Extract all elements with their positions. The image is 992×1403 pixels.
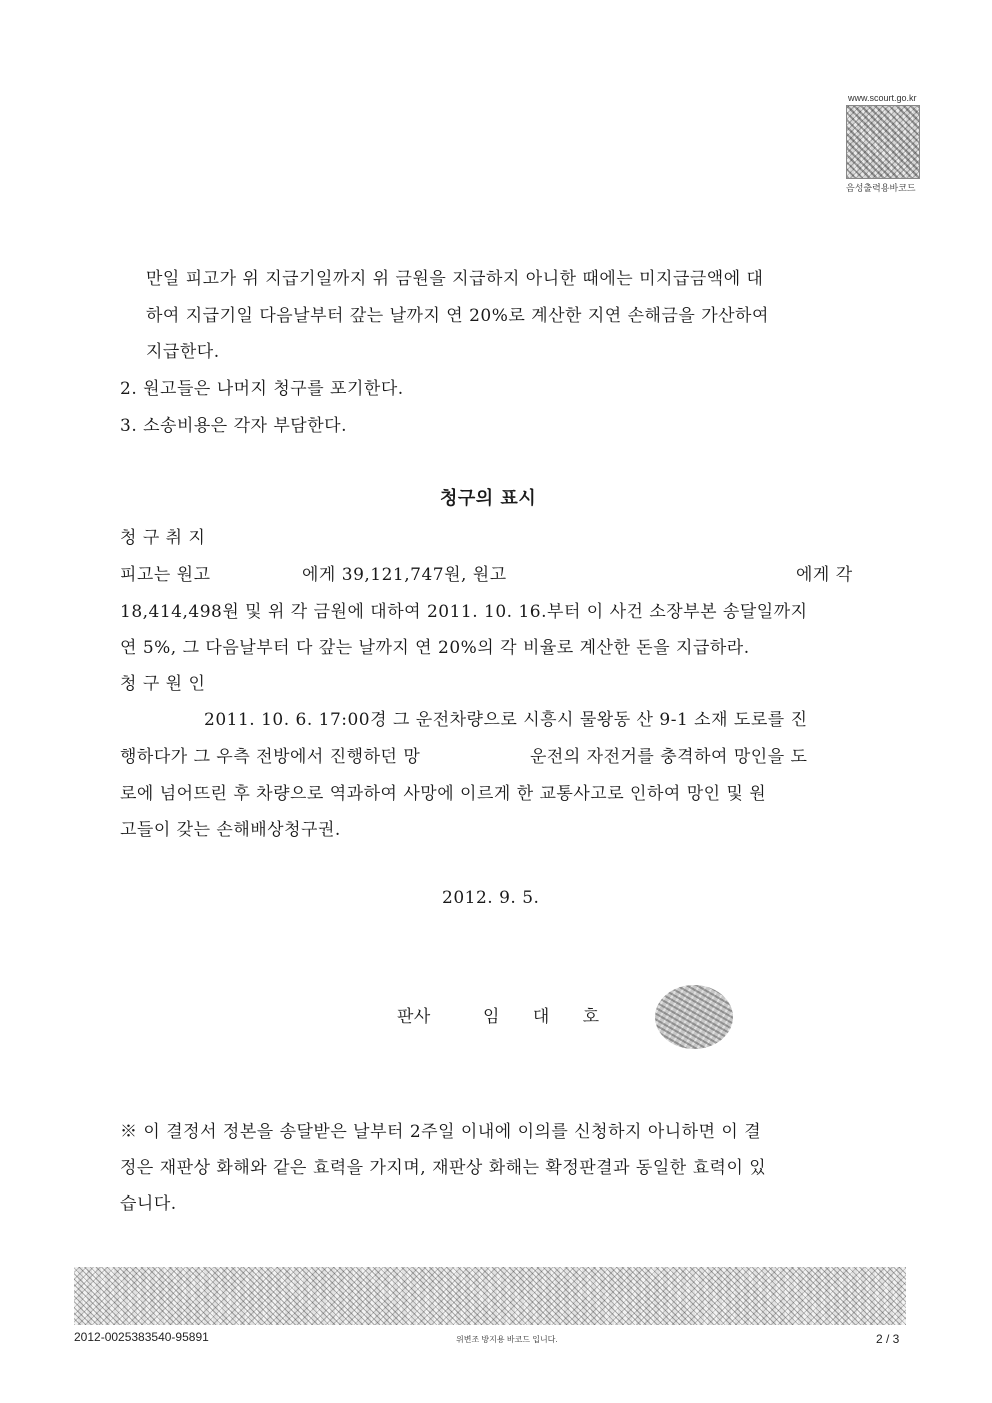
claim-purpose-line1-c: 에게 각	[796, 565, 853, 585]
judge-title: 판사	[397, 1007, 431, 1027]
qr-url-text: www.scourt.go.kr	[848, 93, 917, 103]
claim-cause-line1: 2011. 10. 6. 17:00경 그 운전차량으로 시흥시 물왕동 산 9-1 소재 도로를 진	[204, 710, 808, 730]
claim-purpose-line1-b: 에게 39,121,747원, 원고	[302, 565, 507, 585]
decision-date: 2012. 9. 5.	[442, 888, 540, 908]
claim-cause-line4: 고들이 갖는 손해배상청구권.	[120, 820, 341, 840]
claim-purpose-line3: 연 5%, 그 다음날부터 다 갚는 날까지 연 20%의 각 비율로 계산한 돈을 지급하라.	[120, 638, 750, 658]
judge-name: 임 대 호	[483, 1007, 614, 1027]
body-line-5: 3. 소송비용은 각자 부담한다.	[120, 416, 347, 436]
document-number: 2012-0025383540-95891	[74, 1330, 209, 1344]
body-line-4: 2. 원고들은 나머지 청구를 포기한다.	[120, 379, 404, 399]
body-line-3: 지급한다.	[146, 342, 220, 362]
body-line-1: 만일 피고가 위 지급기일까지 위 금원을 지급하지 아니한 때에는 미지급금액에 대	[146, 269, 764, 289]
claim-cause-heading: 청 구 원 인	[120, 674, 206, 694]
claim-cause-line2-b: 운전의 자전거를 충격하여 망인을 도	[530, 747, 808, 767]
notice-line-3: 습니다.	[120, 1194, 177, 1214]
judge-seal-stamp	[655, 985, 733, 1049]
notice-line-1: ※ 이 결정서 정본을 송달받은 날부터 2주일 이내에 이의를 신청하지 아니하면 이 결	[120, 1122, 762, 1142]
claim-title: 청구의 표시	[440, 488, 537, 509]
claim-purpose-line2: 18,414,498원 및 위 각 금원에 대하여 2011. 10. 16.부터 이 사건 소장부본 송달일까지	[120, 602, 808, 622]
claim-purpose-heading: 청 구 취 지	[120, 528, 206, 548]
notice-line-2: 정은 재판상 화해와 같은 효력을 가지며, 재판상 화해는 확정판결과 동일한 효력이 있	[120, 1158, 767, 1178]
body-line-2: 하여 지급기일 다음날부터 갚는 날까지 연 20%로 계산한 지연 손해금을 가산하여	[146, 306, 769, 326]
claim-cause-line3: 로에 넘어뜨린 후 차량으로 역과하여 사망에 이르게 한 교통사고로 인하여 망인 및 원	[120, 784, 767, 804]
anti-forgery-barcode	[74, 1267, 906, 1325]
claim-cause-line2-a: 행하다가 그 우측 전방에서 진행하던 망	[120, 747, 421, 767]
page-number: 2 / 3	[876, 1332, 900, 1346]
qr-caption-text: 음성출력용바코드	[846, 183, 916, 193]
barcode-caption: 위변조 방지용 바코드 입니다.	[456, 1335, 558, 1344]
claim-purpose-line1-a: 피고는 원고	[120, 565, 211, 585]
qr-code-image	[846, 105, 920, 179]
